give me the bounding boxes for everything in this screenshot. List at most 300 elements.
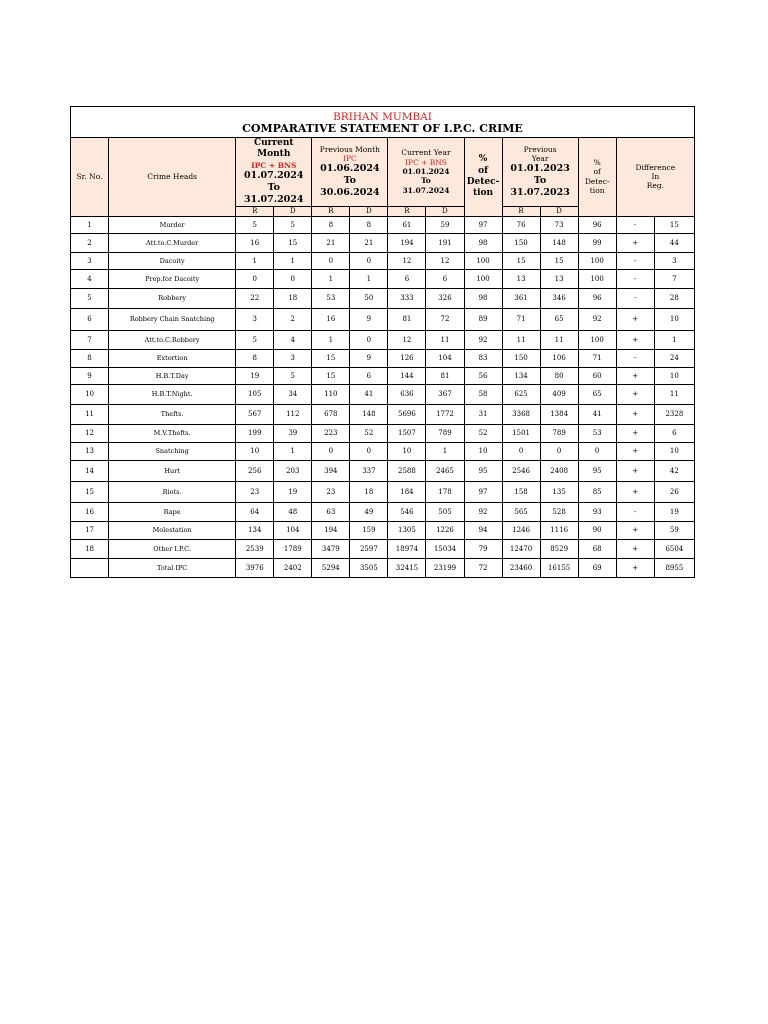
cell-ppct: 71 <box>578 349 616 367</box>
cell-pm-d: 21 <box>350 233 388 252</box>
cell-cy-r: 32415 <box>388 558 426 577</box>
table-row <box>71 502 695 521</box>
table-row <box>71 269 695 288</box>
cell-py-r: 1501 <box>502 424 540 442</box>
table-row <box>71 424 695 442</box>
cell-pm-r: 21 <box>312 233 350 252</box>
cell-cy-d: 326 <box>426 288 464 308</box>
header-current-year-to: To <box>421 176 431 186</box>
cell-sign: - <box>616 349 654 367</box>
cell-pm-r: 53 <box>312 288 350 308</box>
cell-py-r: 158 <box>502 481 540 502</box>
cell-ppct: 100 <box>578 269 616 288</box>
cell-diff: 11 <box>654 384 694 404</box>
header-r: R <box>502 206 540 216</box>
cell-diff: 7 <box>654 269 694 288</box>
cell-pct: 97 <box>464 481 502 502</box>
cell-cm-r: 567 <box>236 404 274 424</box>
cell-cy-r: 81 <box>388 308 426 330</box>
cell-cy-d: 505 <box>426 502 464 521</box>
header-current-year-sub: IPC + BNS <box>404 157 447 167</box>
cell-sr: 10 <box>71 384 109 404</box>
cell-cy-r: 636 <box>388 384 426 404</box>
cell-cm-d: 34 <box>274 384 312 404</box>
cell-cm-r: 134 <box>236 521 274 539</box>
cell-diff: 59 <box>654 521 694 539</box>
cell-py-d: 148 <box>540 233 578 252</box>
cell-sign: + <box>616 308 654 330</box>
cell-pm-d: 3505 <box>350 558 388 577</box>
header-previous-month-end: 30.06.2024 <box>320 187 380 199</box>
cell-sign: + <box>616 460 654 481</box>
cell-diff: 6 <box>654 424 694 442</box>
cell-diff: 44 <box>654 233 694 252</box>
cell-name: Total IPC <box>109 558 236 577</box>
header-difference <box>616 138 694 217</box>
cell-pm-r: 23 <box>312 481 350 502</box>
table-row <box>71 404 695 424</box>
cell-cy-r: 184 <box>388 481 426 502</box>
table-row <box>71 442 695 460</box>
cell-name: Att.to.C.Murder <box>109 233 236 252</box>
cell-pct: 56 <box>464 367 502 384</box>
cell-sr: 16 <box>71 502 109 521</box>
cell-sign: - <box>616 216 654 233</box>
cell-ppct: 96 <box>578 216 616 233</box>
cell-name: Prep.for Dacoity <box>109 269 236 288</box>
header-pct2-a: % <box>593 158 601 167</box>
cell-py-d: 16155 <box>540 558 578 577</box>
cell-pct: 83 <box>464 349 502 367</box>
cell-py-r: 565 <box>502 502 540 521</box>
cell-sign: + <box>616 558 654 577</box>
header-d: D <box>350 206 388 216</box>
cell-pm-r: 63 <box>312 502 350 521</box>
cell-sr: 17 <box>71 521 109 539</box>
cell-py-r: 3368 <box>502 404 540 424</box>
cell-pm-r: 0 <box>312 442 350 460</box>
cell-sign: + <box>616 384 654 404</box>
cell-ppct: 41 <box>578 404 616 424</box>
cell-cy-d: 1772 <box>426 404 464 424</box>
cell-sign: + <box>616 442 654 460</box>
cell-sr: 5 <box>71 288 109 308</box>
cell-cy-d: 81 <box>426 367 464 384</box>
cell-sr: 8 <box>71 349 109 367</box>
cell-sr: 2 <box>71 233 109 252</box>
cell-py-d: 15 <box>540 252 578 269</box>
cell-pct: 100 <box>464 269 502 288</box>
cell-pm-d: 1 <box>350 269 388 288</box>
header-current-month <box>236 138 312 207</box>
cell-pm-d: 9 <box>350 349 388 367</box>
cell-py-r: 150 <box>502 349 540 367</box>
cell-name: Other I.P.C. <box>109 539 236 558</box>
table-row <box>71 384 695 404</box>
cell-pct: 52 <box>464 424 502 442</box>
cell-cy-d: 1 <box>426 442 464 460</box>
header-crime-heads-label: Crime Heads <box>147 172 198 182</box>
cell-cy-r: 10 <box>388 442 426 460</box>
cell-name: H.B.T.Night. <box>109 384 236 404</box>
header-crime-heads <box>109 138 236 217</box>
cell-cy-d: 367 <box>426 384 464 404</box>
cell-cy-d: 72 <box>426 308 464 330</box>
cell-cm-d: 112 <box>274 404 312 424</box>
table-row <box>71 460 695 481</box>
cell-diff: 8955 <box>654 558 694 577</box>
cell-sr <box>71 558 109 577</box>
cell-cy-d: 59 <box>426 216 464 233</box>
cell-py-d: 1384 <box>540 404 578 424</box>
header-current-month-end: 31.07.2024 <box>244 193 304 205</box>
cell-pct: 31 <box>464 404 502 424</box>
crime-statement-table <box>70 106 695 578</box>
cell-cm-d: 19 <box>274 481 312 502</box>
cell-cy-r: 126 <box>388 349 426 367</box>
header-current-year-from: 01.01.2024 <box>402 167 450 177</box>
cell-pm-r: 678 <box>312 404 350 424</box>
cell-sign: + <box>616 330 654 349</box>
cell-sign: - <box>616 269 654 288</box>
cell-sign: - <box>616 252 654 269</box>
cell-cm-d: 203 <box>274 460 312 481</box>
header-sr-no <box>71 138 109 217</box>
cell-sr: 13 <box>71 442 109 460</box>
cell-cy-d: 6 <box>426 269 464 288</box>
cell-py-d: 409 <box>540 384 578 404</box>
cell-pm-d: 50 <box>350 288 388 308</box>
header-difference-a: Difference <box>635 162 676 172</box>
header-pct2-b: of <box>593 167 601 177</box>
cell-pm-d: 0 <box>350 330 388 349</box>
cell-diff: 10 <box>654 308 694 330</box>
cell-sr: 14 <box>71 460 109 481</box>
cell-name: Thefts. <box>109 404 236 424</box>
cell-pct: 89 <box>464 308 502 330</box>
header-pct2-d: tion <box>589 186 605 196</box>
header-current-month-from: 01.07.2024 <box>244 169 304 181</box>
cell-cy-r: 6 <box>388 269 426 288</box>
cell-cm-r: 1 <box>236 252 274 269</box>
cell-diff: 28 <box>654 288 694 308</box>
cell-name: Dacoity <box>109 252 236 269</box>
cell-cm-d: 18 <box>274 288 312 308</box>
cell-pm-d: 0 <box>350 442 388 460</box>
cell-diff: 19 <box>654 502 694 521</box>
cell-cy-r: 194 <box>388 233 426 252</box>
cell-py-d: 789 <box>540 424 578 442</box>
cell-ppct: 53 <box>578 424 616 442</box>
cell-cm-r: 8 <box>236 349 274 367</box>
cell-py-r: 12470 <box>502 539 540 558</box>
cell-diff: 10 <box>654 367 694 384</box>
table-row <box>71 349 695 367</box>
cell-pm-d: 49 <box>350 502 388 521</box>
cell-sign: + <box>616 233 654 252</box>
cell-py-r: 0 <box>502 442 540 460</box>
title-statement: COMPARATIVE STATEMENT OF I.P.C. CRIME <box>242 122 523 136</box>
cell-cm-d: 3 <box>274 349 312 367</box>
cell-ppct: 99 <box>578 233 616 252</box>
table-row <box>71 539 695 558</box>
cell-cy-r: 18974 <box>388 539 426 558</box>
cell-pct: 98 <box>464 233 502 252</box>
cell-cm-d: 15 <box>274 233 312 252</box>
cell-cy-d: 15034 <box>426 539 464 558</box>
cell-cm-d: 39 <box>274 424 312 442</box>
cell-pct: 58 <box>464 384 502 404</box>
header-current-year-label: Current Year <box>401 148 451 158</box>
cell-sign: - <box>616 288 654 308</box>
cell-cm-r: 16 <box>236 233 274 252</box>
header-pct1-c: Detec- <box>466 176 500 187</box>
cell-cm-r: 5 <box>236 330 274 349</box>
cell-cm-d: 104 <box>274 521 312 539</box>
cell-py-d: 80 <box>540 367 578 384</box>
cell-py-r: 76 <box>502 216 540 233</box>
cell-pm-d: 159 <box>350 521 388 539</box>
cell-ppct: 100 <box>578 252 616 269</box>
cell-cm-d: 2402 <box>274 558 312 577</box>
header-current-month-to: To <box>267 181 280 193</box>
cell-sign: - <box>616 502 654 521</box>
table-row <box>71 308 695 330</box>
header-difference-b: In <box>651 172 660 182</box>
cell-py-r: 361 <box>502 288 540 308</box>
cell-diff: 3 <box>654 252 694 269</box>
cell-pm-r: 223 <box>312 424 350 442</box>
cell-cm-d: 2 <box>274 308 312 330</box>
cell-cm-d: 0 <box>274 269 312 288</box>
cell-py-d: 11 <box>540 330 578 349</box>
header-d: D <box>540 206 578 216</box>
cell-py-r: 150 <box>502 233 540 252</box>
header-d: D <box>426 206 464 216</box>
cell-cy-r: 1507 <box>388 424 426 442</box>
header-previous-year-b: Year <box>531 153 549 163</box>
cell-py-d: 8529 <box>540 539 578 558</box>
cell-sr: 12 <box>71 424 109 442</box>
cell-cm-r: 19 <box>236 367 274 384</box>
cell-cm-r: 64 <box>236 502 274 521</box>
header-current-year <box>388 138 464 207</box>
cell-sr: 11 <box>71 404 109 424</box>
cell-sr: 9 <box>71 367 109 384</box>
cell-pm-r: 3479 <box>312 539 350 558</box>
cell-sign: + <box>616 481 654 502</box>
cell-pm-r: 8 <box>312 216 350 233</box>
cell-py-r: 23460 <box>502 558 540 577</box>
cell-cy-r: 1305 <box>388 521 426 539</box>
cell-cm-d: 1789 <box>274 539 312 558</box>
header-previous-month <box>312 138 388 207</box>
cell-pct: 72 <box>464 558 502 577</box>
table-row <box>71 330 695 349</box>
total-row <box>71 558 695 577</box>
cell-pm-r: 394 <box>312 460 350 481</box>
header-sr-label: Sr. No. <box>76 172 103 182</box>
header-pct1-d: tion <box>472 188 494 198</box>
cell-cm-d: 1 <box>274 442 312 460</box>
cell-py-d: 0 <box>540 442 578 460</box>
cell-cm-d: 4 <box>274 330 312 349</box>
cell-ppct: 65 <box>578 384 616 404</box>
cell-pm-r: 1 <box>312 269 350 288</box>
cell-pct: 94 <box>464 521 502 539</box>
cell-name: Molestation <box>109 521 236 539</box>
header-pct1-a: % <box>478 154 488 165</box>
cell-py-d: 73 <box>540 216 578 233</box>
header-previous-year-to: To <box>533 175 547 187</box>
header-pct1-b: of <box>478 165 488 176</box>
header-previous-month-to: To <box>343 175 357 187</box>
title-city: BRIHAN MUMBAI <box>333 110 432 123</box>
cell-py-d: 1116 <box>540 521 578 539</box>
cell-cy-d: 1226 <box>426 521 464 539</box>
header-previous-year-a: Previous <box>523 144 557 154</box>
cell-name: H.B.T.Day <box>109 367 236 384</box>
header-r: R <box>312 206 350 216</box>
header-pct-detection-previous <box>578 138 616 217</box>
cell-sr: 15 <box>71 481 109 502</box>
cell-diff: 10 <box>654 442 694 460</box>
cell-name: Extortion <box>109 349 236 367</box>
cell-cm-r: 10 <box>236 442 274 460</box>
cell-ppct: 68 <box>578 539 616 558</box>
cell-diff: 15 <box>654 216 694 233</box>
cell-pm-d: 6 <box>350 367 388 384</box>
cell-ppct: 60 <box>578 367 616 384</box>
cell-pm-r: 15 <box>312 367 350 384</box>
cell-cm-d: 5 <box>274 367 312 384</box>
cell-py-r: 11 <box>502 330 540 349</box>
cell-sr: 7 <box>71 330 109 349</box>
cell-cy-r: 546 <box>388 502 426 521</box>
table-row <box>71 367 695 384</box>
cell-cy-r: 144 <box>388 367 426 384</box>
cell-py-d: 135 <box>540 481 578 502</box>
cell-ppct: 100 <box>578 330 616 349</box>
cell-ppct: 0 <box>578 442 616 460</box>
cell-py-r: 134 <box>502 367 540 384</box>
cell-cy-r: 12 <box>388 330 426 349</box>
cell-pct: 98 <box>464 288 502 308</box>
cell-sr: 18 <box>71 539 109 558</box>
cell-py-r: 15 <box>502 252 540 269</box>
cell-pm-d: 2597 <box>350 539 388 558</box>
cell-sign: + <box>616 367 654 384</box>
cell-cm-d: 5 <box>274 216 312 233</box>
cell-diff: 1 <box>654 330 694 349</box>
cell-pm-d: 52 <box>350 424 388 442</box>
header-previous-month-from: 01.06.2024 <box>320 163 380 175</box>
cell-py-d: 65 <box>540 308 578 330</box>
cell-name: M.V.Thefts. <box>109 424 236 442</box>
cell-cy-r: 333 <box>388 288 426 308</box>
cell-ppct: 85 <box>578 481 616 502</box>
cell-cy-d: 789 <box>426 424 464 442</box>
cell-py-d: 2408 <box>540 460 578 481</box>
cell-cm-r: 3976 <box>236 558 274 577</box>
cell-cm-r: 23 <box>236 481 274 502</box>
cell-pm-r: 15 <box>312 349 350 367</box>
header-previous-month-sub: IPC <box>342 153 357 163</box>
cell-pct: 95 <box>464 460 502 481</box>
table-body <box>71 216 695 577</box>
cell-sign: + <box>616 404 654 424</box>
cell-py-r: 1246 <box>502 521 540 539</box>
cell-diff: 26 <box>654 481 694 502</box>
table-row <box>71 521 695 539</box>
header-d: D <box>274 206 312 216</box>
cell-pct: 92 <box>464 330 502 349</box>
cell-pct: 100 <box>464 252 502 269</box>
cell-diff: 2328 <box>654 404 694 424</box>
cell-sr: 1 <box>71 216 109 233</box>
header-difference-c: Reg. <box>646 181 664 191</box>
title-block <box>71 107 695 138</box>
cell-sign: + <box>616 521 654 539</box>
table-row <box>71 288 695 308</box>
cell-ppct: 90 <box>578 521 616 539</box>
cell-name: Robbery Chain Snatching <box>109 308 236 330</box>
cell-sr: 3 <box>71 252 109 269</box>
cell-pct: 79 <box>464 539 502 558</box>
cell-py-d: 106 <box>540 349 578 367</box>
cell-name: Att.to.C.Robbery <box>109 330 236 349</box>
header-r: R <box>236 206 274 216</box>
table-row <box>71 481 695 502</box>
cell-sign: + <box>616 539 654 558</box>
cell-pm-r: 0 <box>312 252 350 269</box>
cell-sign: + <box>616 424 654 442</box>
header-previous-year <box>502 138 578 207</box>
cell-cm-r: 105 <box>236 384 274 404</box>
cell-pm-d: 8 <box>350 216 388 233</box>
header-previous-year-from: 01.01.2023 <box>510 163 570 175</box>
cell-cm-r: 3 <box>236 308 274 330</box>
cell-cy-d: 12 <box>426 252 464 269</box>
cell-cy-d: 178 <box>426 481 464 502</box>
cell-pm-d: 41 <box>350 384 388 404</box>
cell-pct: 92 <box>464 502 502 521</box>
cell-cy-r: 12 <box>388 252 426 269</box>
cell-cy-r: 5696 <box>388 404 426 424</box>
cell-ppct: 69 <box>578 558 616 577</box>
cell-cm-r: 0 <box>236 269 274 288</box>
cell-ppct: 96 <box>578 288 616 308</box>
cell-pm-r: 110 <box>312 384 350 404</box>
cell-diff: 6504 <box>654 539 694 558</box>
cell-py-d: 13 <box>540 269 578 288</box>
cell-pm-d: 337 <box>350 460 388 481</box>
cell-cy-r: 2588 <box>388 460 426 481</box>
cell-py-r: 625 <box>502 384 540 404</box>
cell-pm-r: 5294 <box>312 558 350 577</box>
cell-cm-r: 22 <box>236 288 274 308</box>
cell-cm-d: 48 <box>274 502 312 521</box>
cell-cm-r: 199 <box>236 424 274 442</box>
table-row <box>71 216 695 233</box>
cell-cy-r: 61 <box>388 216 426 233</box>
cell-ppct: 93 <box>578 502 616 521</box>
cell-cm-r: 5 <box>236 216 274 233</box>
header-previous-year-end: 31.07.2023 <box>510 187 570 199</box>
header-pct-detection-current <box>464 138 502 217</box>
cell-name: Hurt <box>109 460 236 481</box>
cell-name: Rape <box>109 502 236 521</box>
